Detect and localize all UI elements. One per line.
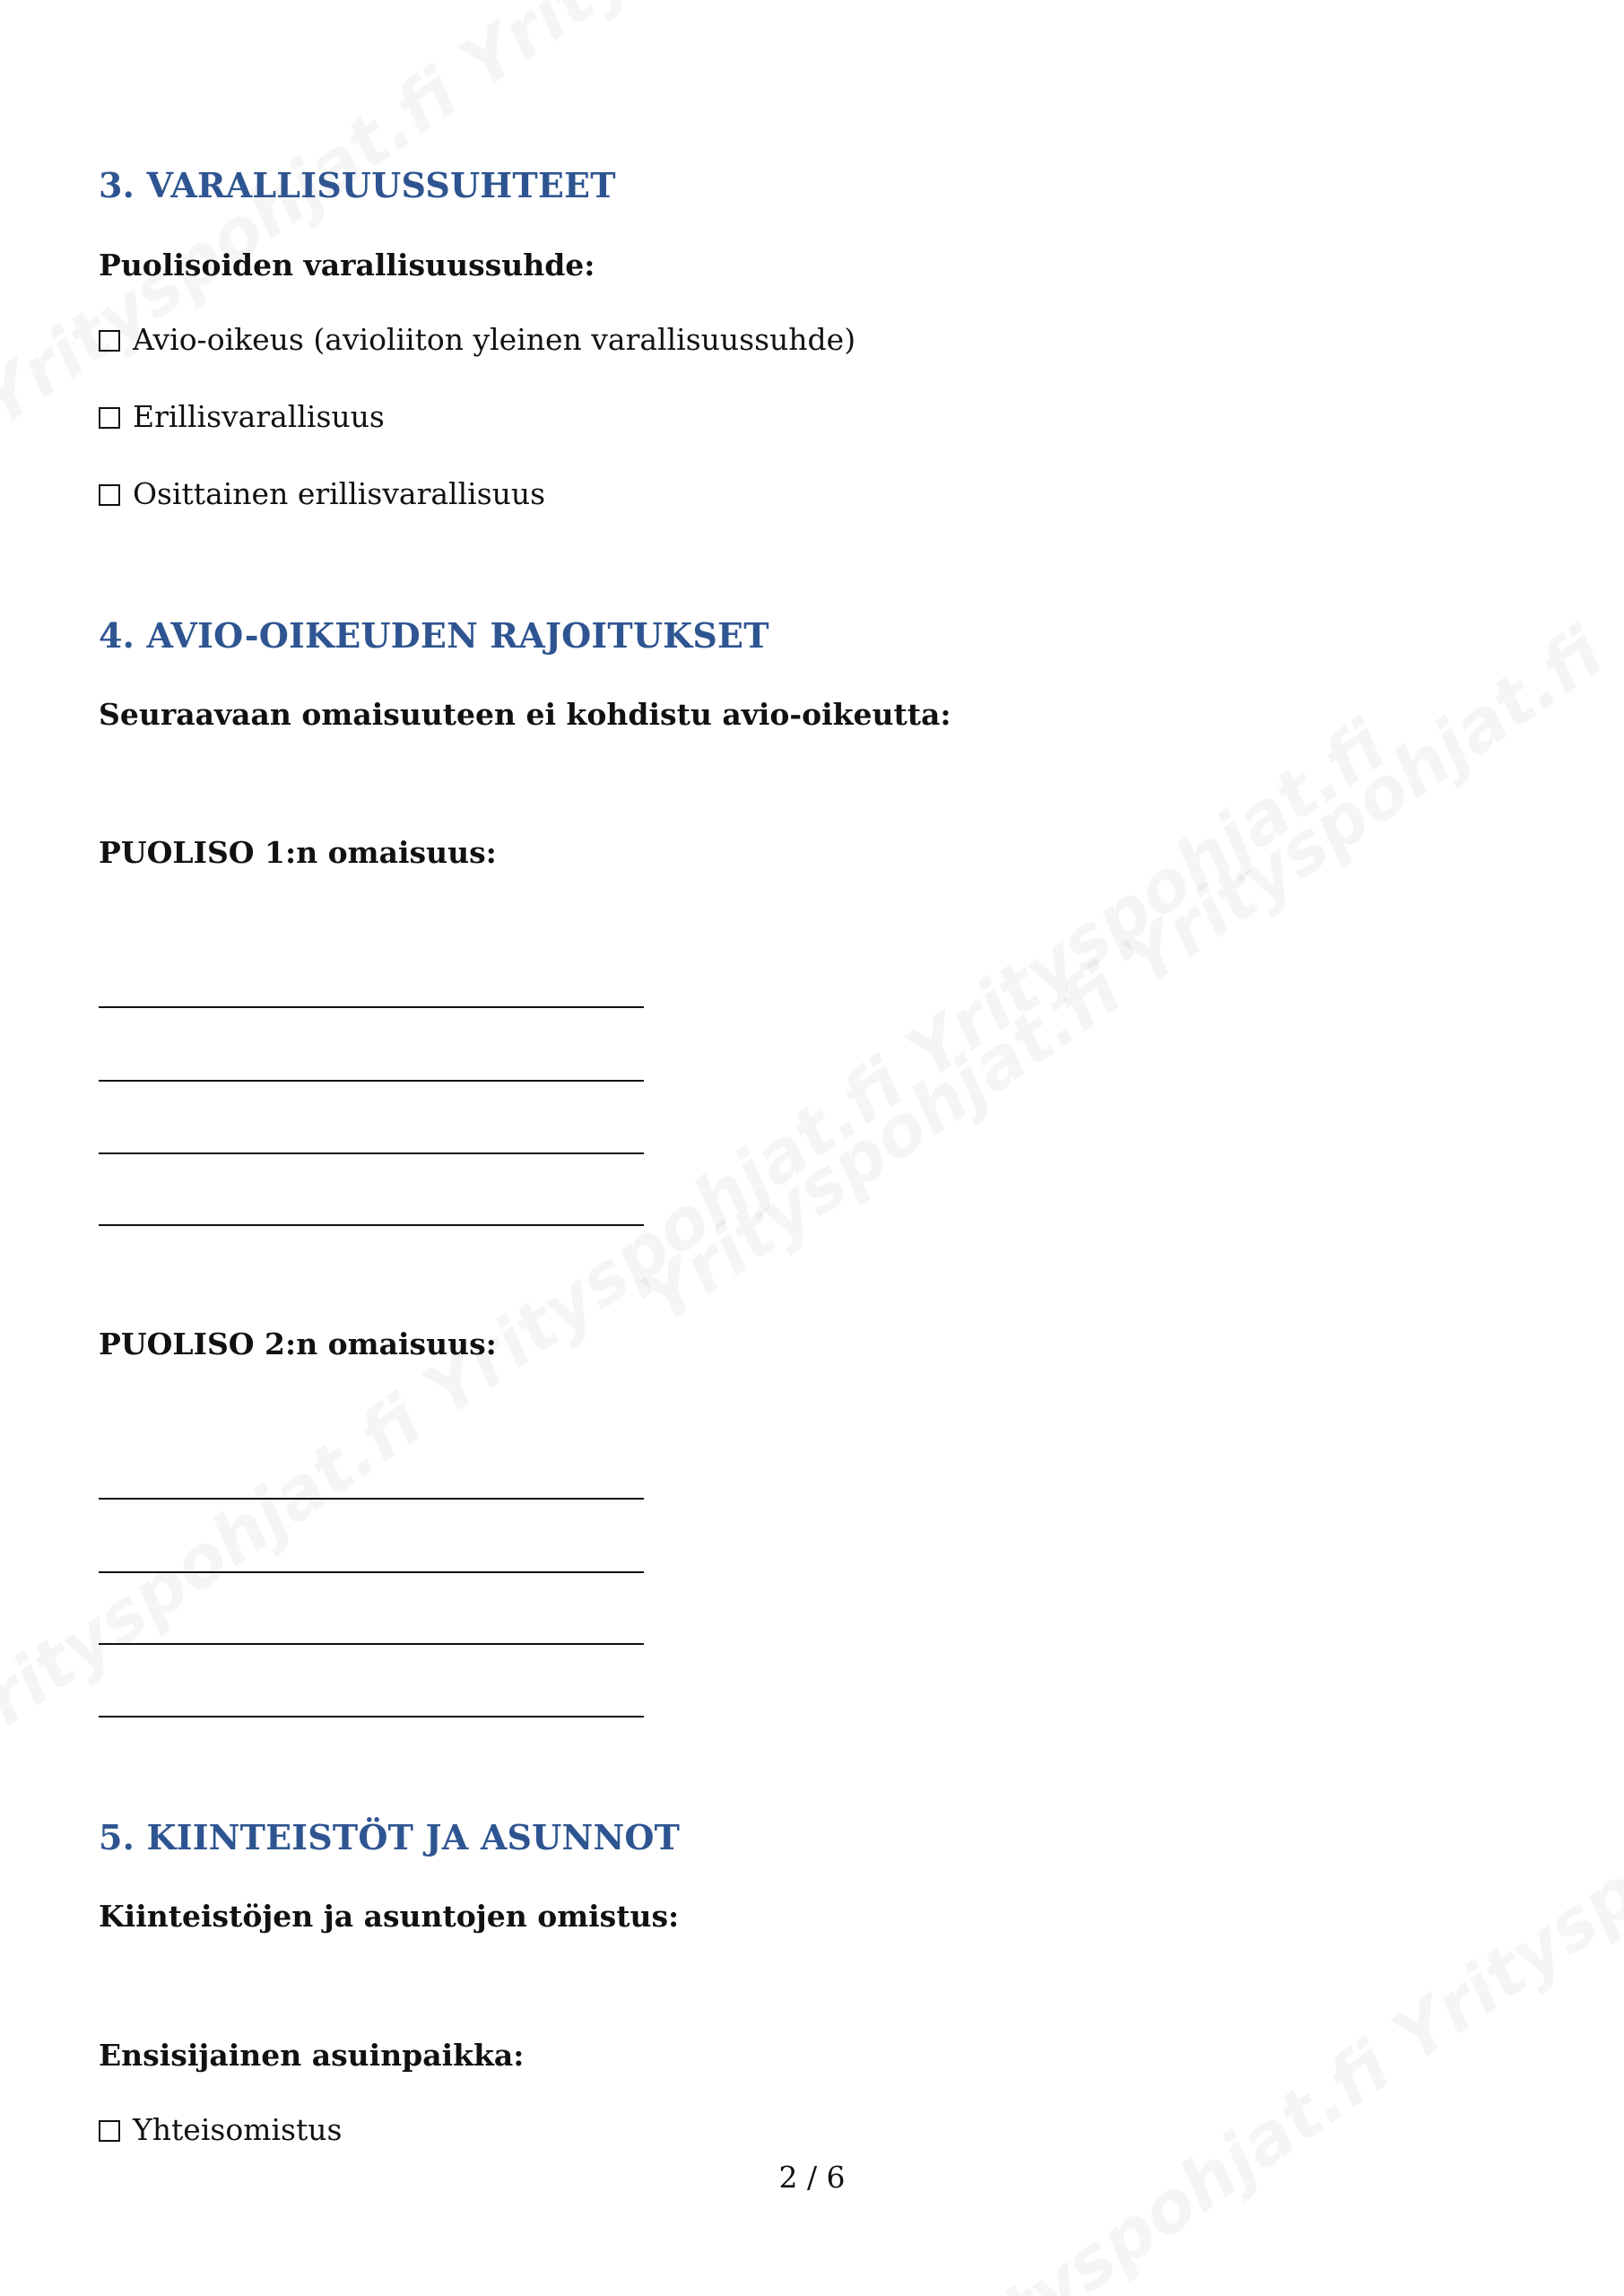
section-5-heading: 5. KIINTEISTÖT JA ASUNNOT [99, 1817, 681, 1857]
section-3-heading: 3. VARALLISUUSSUHTEET [99, 165, 616, 205]
option-erillisvarallisuus[interactable] [99, 399, 385, 434]
checkbox-icon[interactable] [99, 330, 120, 352]
primary-residence-label: Ensisijainen asuinpaikka: [99, 2038, 525, 2073]
checkbox-icon[interactable] [99, 484, 120, 506]
watermark [0, 0, 954, 443]
option-label: Osittainen erillisvarallisuus [133, 476, 546, 511]
option-avio-oikeus[interactable] [99, 322, 855, 357]
spouse-1-entry-line[interactable] [99, 1224, 644, 1226]
spouse-2-entry-line[interactable] [99, 1571, 644, 1573]
spouse-2-entry-line[interactable] [99, 1716, 644, 1718]
spouse-2-entry-line[interactable] [99, 1643, 644, 1645]
checkbox-icon[interactable] [99, 407, 120, 429]
spouse-1-entry-line[interactable] [99, 1006, 644, 1008]
spouse-1-property-label: PUOLISO 1:n omaisuus: [99, 835, 497, 870]
spouse-1-entry-line[interactable] [99, 1080, 644, 1082]
option-osittainen-erillisvarallisuus[interactable] [99, 476, 545, 511]
section-4-label: Seuraavaan omaisuuteen ei kohdistu avio-oikeutta: [99, 697, 951, 732]
spouse-1-entry-line[interactable] [99, 1152, 644, 1154]
section-3-label: Puolisoiden varallisuussuhde: [99, 248, 595, 283]
section-4-heading: 4. AVIO-OIKEUDEN RAJOITUKSET [99, 615, 769, 656]
option-label: Yhteisomistus [133, 2112, 343, 2147]
section-5-label: Kiinteistöjen ja asuntojen omistus: [99, 1899, 680, 1934]
option-label: Avio-oikeus (avioliiton yleinen varallisuussuhde) [133, 322, 856, 357]
option-label: Erillisvarallisuus [133, 399, 385, 434]
spouse-2-property-label: PUOLISO 2:n omaisuus: [99, 1326, 497, 1361]
option-yhteisomistus[interactable] [99, 2112, 342, 2147]
watermark [897, 1689, 1624, 2296]
spouse-2-entry-line[interactable] [99, 1498, 644, 1500]
page-number: 2 / 6 [778, 2160, 846, 2195]
checkbox-icon[interactable] [99, 2120, 120, 2142]
